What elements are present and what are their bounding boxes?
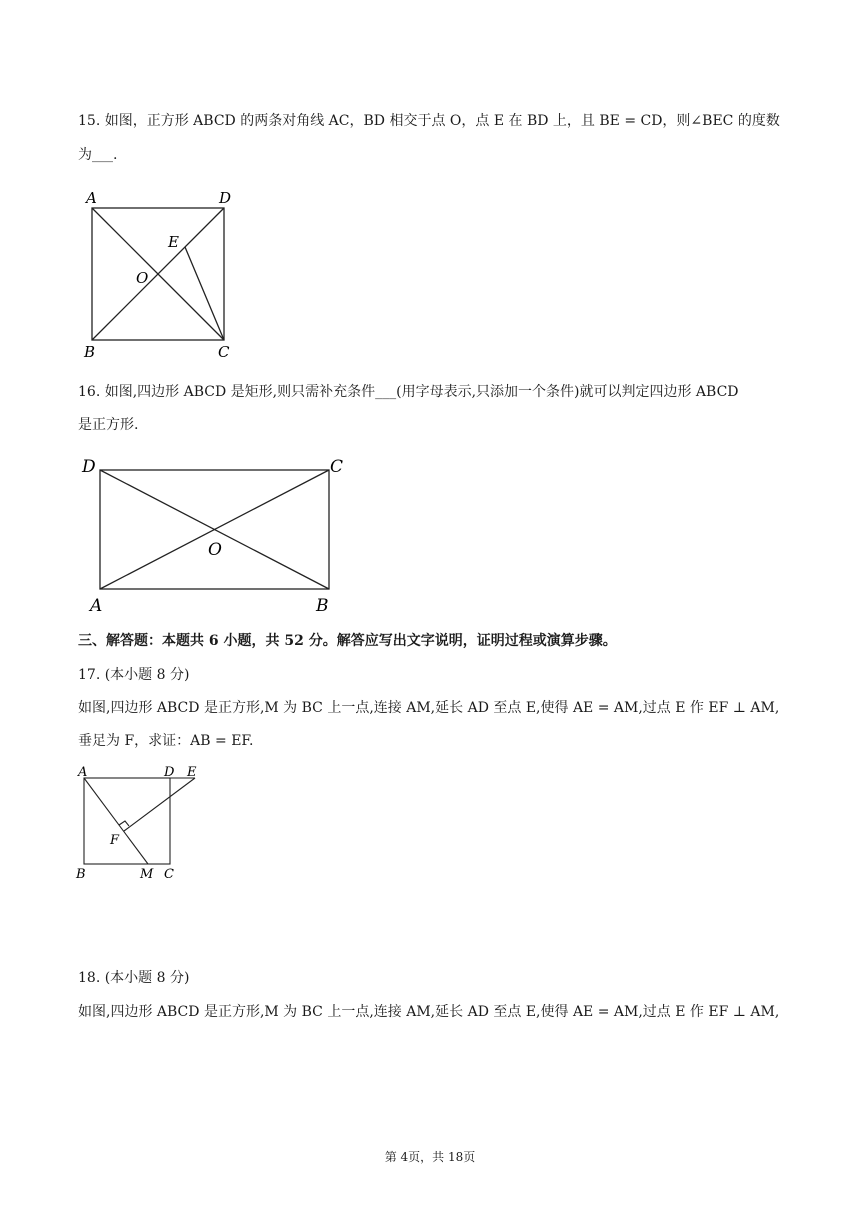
q17-label-c: C [164,867,174,882]
q17-square-figure [74,764,210,886]
q16-label-b: B [316,596,329,616]
section-3-heading: 三、解答题：本题共 6 小题，共 52 分。解答应写出文字说明，证明过程或演算步骤。 [78,633,617,649]
q16-text-line2: 是正方形. [78,417,139,433]
q18-text-line1: 如图,四边形 ABCD 是正方形,M 为 BC 上一点,连接 AM,延长 AD 至点 E,使得 AE = AM,过点 E 作 EF ⊥ AM, [78,1004,780,1020]
q15-segment-ec [185,247,224,340]
q17-text-line1: 如图,四边形 ABCD 是正方形,M 为 BC 上一点,连接 AM,延长 AD 至点 E,使得 AE = AM,过点 E 作 EF ⊥ AM, [78,700,780,716]
q16-label-d: D [82,457,96,477]
q17-label-f: F [110,833,120,848]
q15-label-e: E [168,233,179,251]
q15-text-line1: 15. 如图，正方形 ABCD 的两条对角线 AC，BD 相交于点 O，点 E 在 BD 上，且 BE = CD，则∠BEC 的度数 [78,113,780,129]
q15-label-d: D [219,189,232,207]
page-footer: 第 4页，共 18页 [384,1150,476,1164]
q16-label-a: A [90,596,103,616]
q15-label-b: B [84,343,96,361]
q17-label-m: M [140,867,154,882]
q15-label-a: A [86,189,97,207]
q15-text-line2: 为___. [78,147,118,163]
q15-label-o: O [136,269,149,287]
q17-segment-am [84,778,148,864]
q15-label-c: C [218,343,230,361]
q16-rectangle-figure [78,452,358,618]
q15-square-figure [78,186,248,362]
q17-segment-ef [124,778,195,831]
q18-title: 18. (本小题 8 分) [78,970,190,986]
q16-label-o: O [208,540,222,560]
q16-text-line1: 16. 如图,四边形 ABCD 是矩形,则只需补充条件___(用字母表示,只添加一个条件)就可以判定四边形 ABCD [78,384,739,400]
q17-label-a: A [78,765,88,780]
q17-title: 17. (本小题 8 分) [78,667,190,683]
q17-square [84,778,170,864]
q17-text-line2: 垂足为 F，求证：AB = EF. [78,733,254,749]
q17-label-d: D [164,765,175,780]
q17-right-angle-mark [119,821,129,826]
q17-label-e: E [187,765,197,780]
q16-label-c: C [330,457,344,477]
q17-label-b: B [76,867,86,882]
